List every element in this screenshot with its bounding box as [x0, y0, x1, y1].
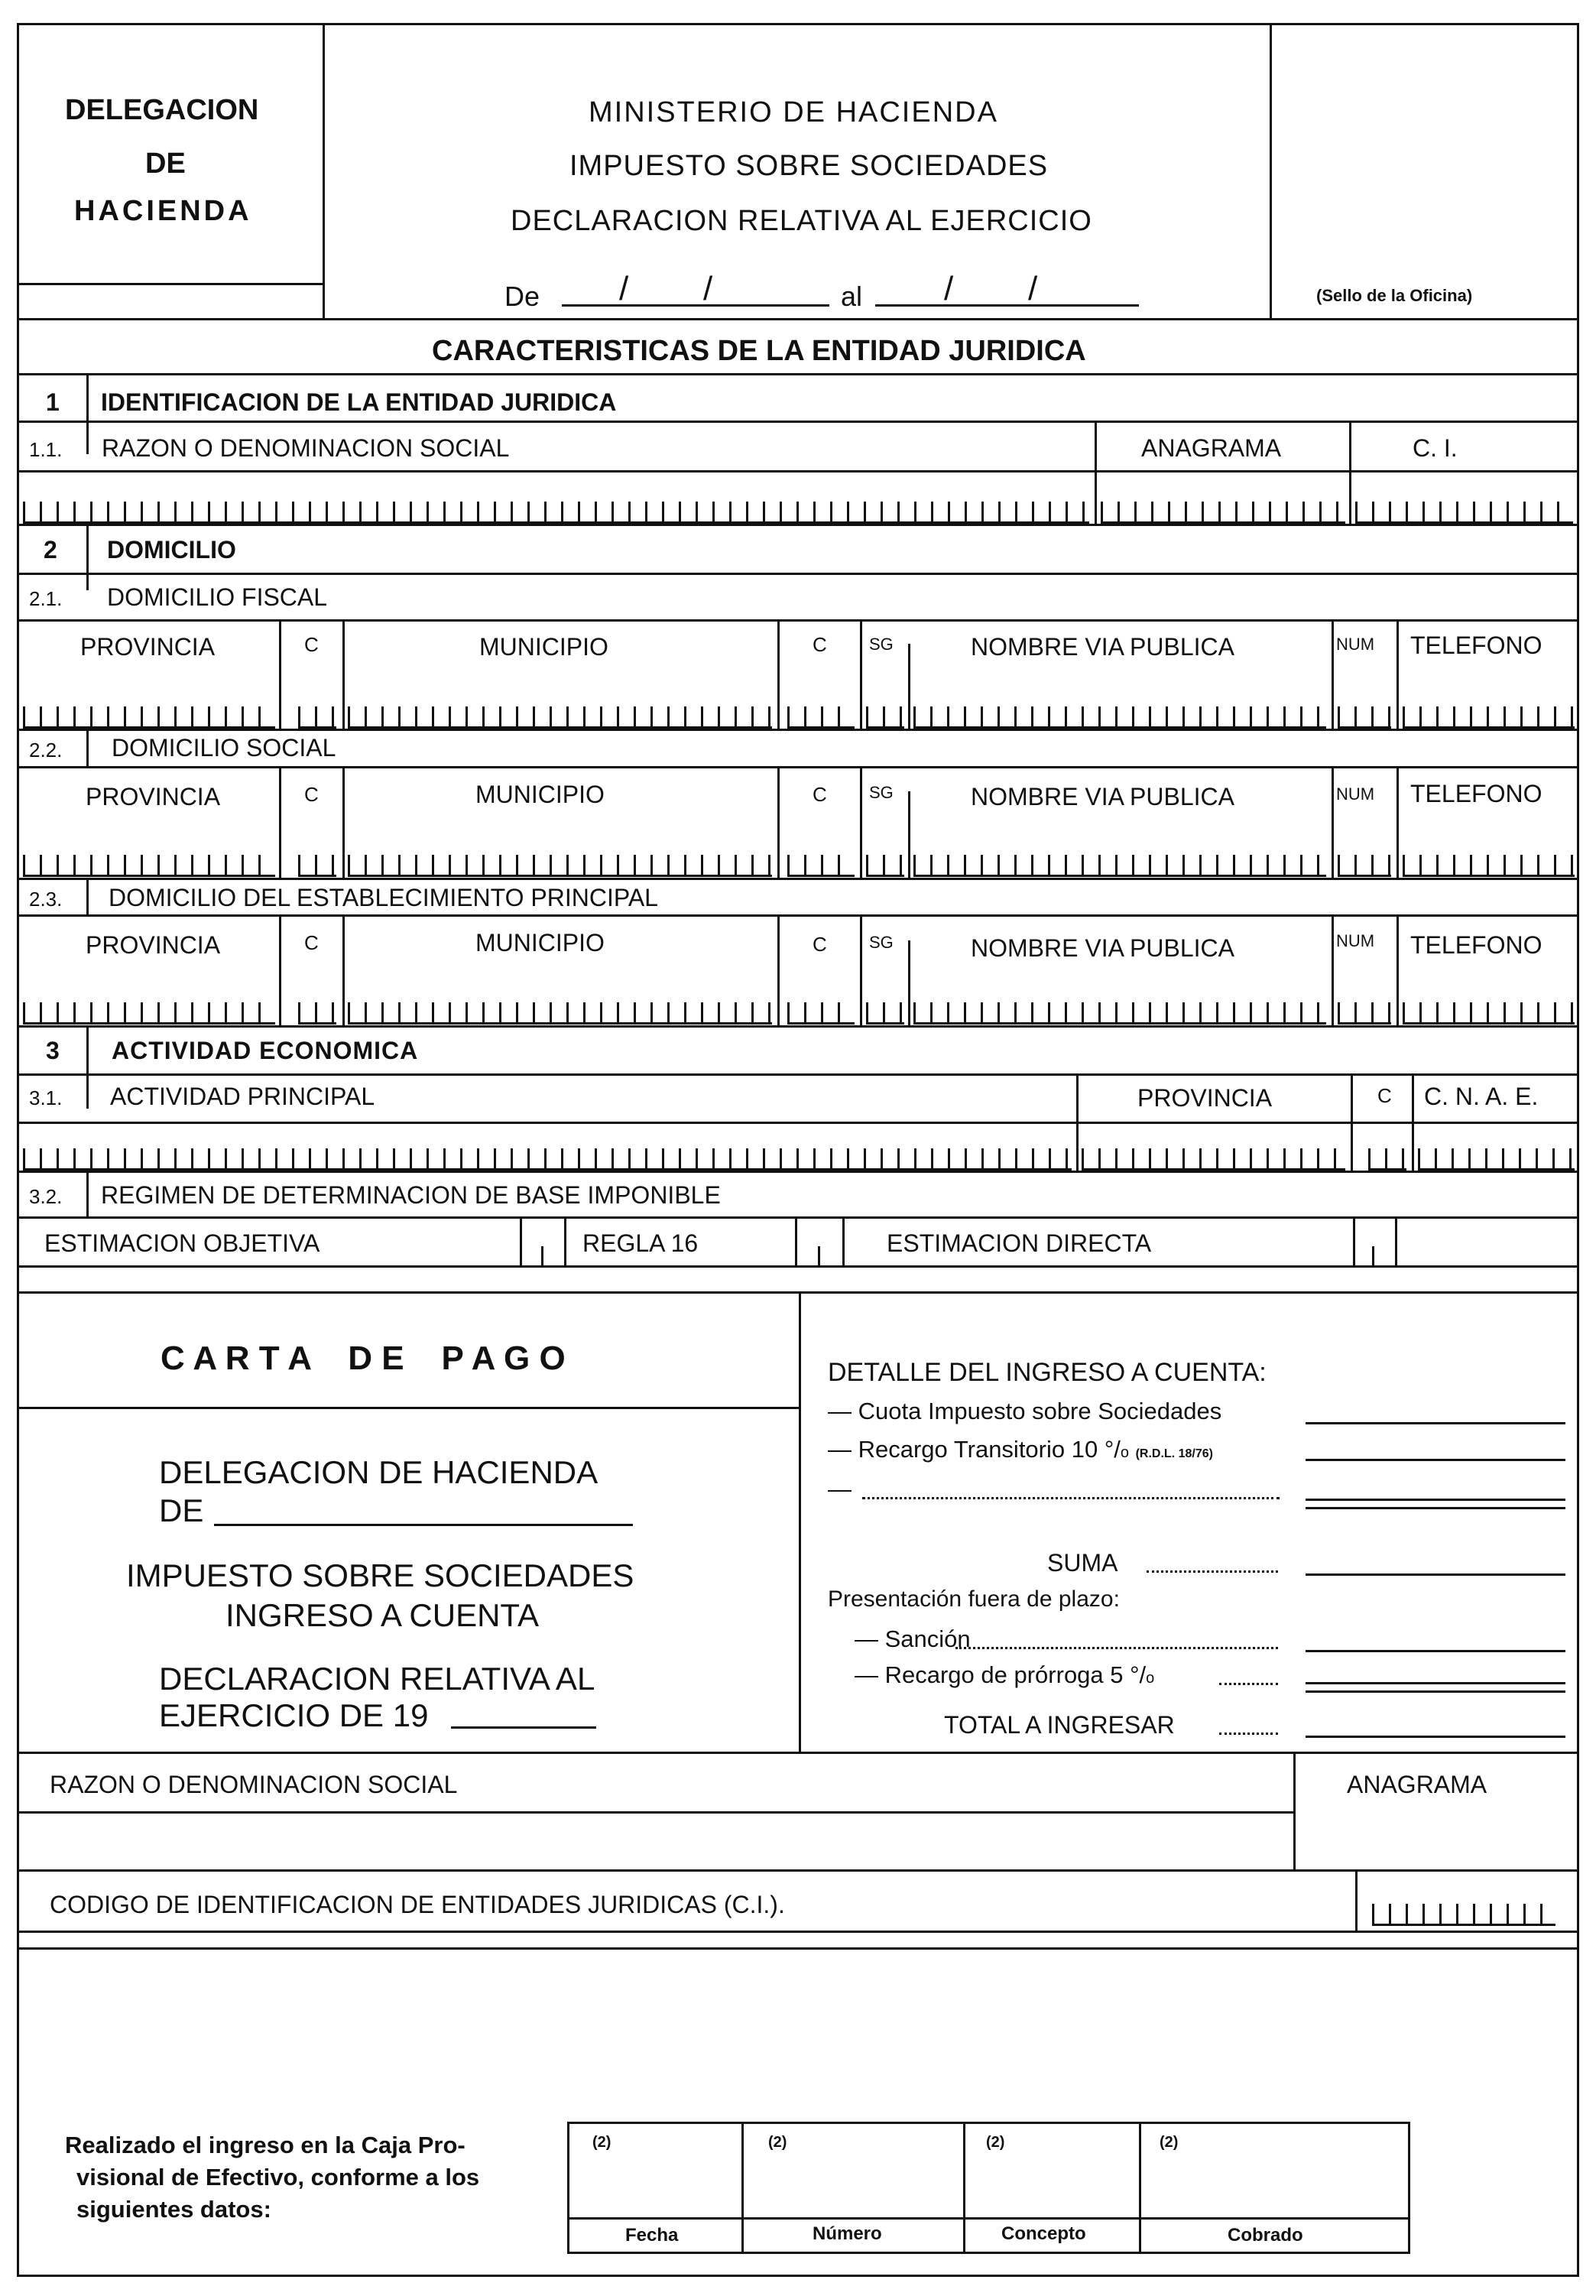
social-telefono: TELEFONO [1410, 780, 1542, 807]
estab-sg-tick [908, 940, 910, 1026]
payment-col-2 [963, 2122, 965, 2254]
fiscal-telefono: TELEFONO [1410, 632, 1542, 659]
cuota-label: — Cuota Impuesto sobre Sociedades [828, 1398, 1222, 1424]
social-sg: SG [869, 783, 894, 802]
social-comb-c1[interactable] [298, 855, 336, 877]
payment-col-3 [1139, 2122, 1141, 2254]
suma-field[interactable] [1306, 1573, 1565, 1576]
section1-num: 1 [46, 388, 60, 416]
estab-label: DOMICILIO DEL ESTABLECIMIENTO PRINCIPAL [109, 884, 658, 911]
razon-comb[interactable] [23, 502, 1089, 524]
fiscal-sg-tick [908, 644, 910, 729]
bottom-anagrama-div [1293, 1752, 1296, 1870]
carta-deleg-2: DE [159, 1492, 204, 1528]
recargo-text: — Recargo Transitorio 10 °/ [828, 1436, 1121, 1463]
note-concepto: (2) [986, 2134, 1005, 2151]
estab-num: 2.3. [29, 888, 63, 911]
recargo-ref: (R.D.L. 18/76) [1135, 1447, 1213, 1460]
section2-title: DOMICILIO [107, 536, 236, 563]
suma-label: SUMA [1047, 1549, 1118, 1577]
social-label: DOMICILIO SOCIAL [112, 734, 336, 762]
rule-811 [17, 619, 1579, 622]
rule-1592 [17, 1216, 1579, 1219]
estab-municipio: MUNICIPIO [475, 929, 605, 956]
social-comb-sg[interactable] [866, 855, 904, 877]
directa-label: ESTIMACION DIRECTA [887, 1229, 1152, 1257]
social-comb-c2[interactable] [787, 855, 855, 877]
rule-2292 [17, 1752, 1579, 1754]
total-label: TOTAL A INGRESAR [944, 1711, 1175, 1739]
social-col-6 [1396, 766, 1399, 878]
fuera-label: Presentación fuera de plazo: [828, 1586, 1120, 1612]
total-field[interactable] [1306, 1736, 1565, 1738]
fiscal-comb-sg[interactable] [866, 706, 904, 729]
carta-year-field[interactable] [451, 1726, 596, 1729]
estab-col-5 [1332, 914, 1334, 1026]
estab-col-2 [342, 914, 345, 1026]
estab-comb-municipio[interactable] [348, 1002, 772, 1025]
act-cnae: C. N. A. E. [1424, 1083, 1539, 1110]
total-dots [1219, 1733, 1278, 1735]
declaration-title: DECLARACION RELATIVA AL EJERCICIO [511, 205, 1092, 237]
fiscal-comb-num[interactable] [1338, 706, 1391, 729]
estab-c2: C [813, 933, 827, 956]
rule-1532 [17, 1171, 1579, 1173]
rule-1342 [17, 1025, 1579, 1028]
act-provincia-comb[interactable] [1082, 1148, 1345, 1171]
rule-1656 [17, 1265, 1579, 1268]
header-rule [17, 283, 323, 285]
rule-2446 [17, 1869, 1579, 1872]
col-concepto: Concepto [1001, 2223, 1086, 2244]
estab-comb-c2[interactable] [787, 1002, 855, 1025]
sancion-dots [955, 1647, 1278, 1649]
date-to-label: al [841, 281, 863, 312]
estab-col-1 [279, 914, 281, 1026]
date-from-label: De [504, 281, 540, 312]
recargo-field[interactable] [1306, 1459, 1565, 1461]
anagrama-label: ANAGRAMA [1141, 434, 1282, 462]
prorroga-o: o [1146, 1670, 1155, 1687]
social-comb-via[interactable] [913, 855, 1326, 877]
estab-comb-num[interactable] [1338, 1002, 1391, 1025]
directa-checkbox[interactable] [1372, 1246, 1374, 1266]
social-c2: C [813, 783, 827, 806]
sancion-label: — Sanción [855, 1625, 971, 1652]
fiscal-comb-municipio[interactable] [348, 706, 772, 729]
office-line-3: HACIENDA [74, 195, 252, 227]
objetiva-label: ESTIMACION OBJETIVA [44, 1229, 320, 1257]
dash-field[interactable] [1306, 1499, 1565, 1509]
rule-551 [17, 421, 1579, 423]
section1-title: IDENTIFICACION DE LA ENTIDAD JURIDICA [101, 388, 617, 416]
stamp-label: (Sello de la Oficina) [1316, 286, 1473, 305]
razon-label: RAZON O DENOMINACION SOCIAL [102, 434, 510, 462]
num-col-2 [86, 524, 89, 590]
fiscal-c2: C [813, 633, 827, 656]
social-col-1 [279, 766, 281, 878]
characteristics-title: CARACTERISTICAS DE LA ENTIDAD JURIDICA [432, 335, 1086, 367]
section3-title: ACTIVIDAD ECONOMICA [112, 1037, 419, 1064]
regla-box-l [795, 1216, 797, 1266]
rule-686 [17, 524, 1579, 526]
rule-954 [17, 729, 1579, 731]
fiscal-via: NOMBRE VIA PUBLICA [971, 633, 1234, 661]
prorroga-label [855, 1663, 1154, 1687]
estab-col-6 [1396, 914, 1399, 1026]
ci-div [1349, 421, 1351, 524]
act-provincia: PROVINCIA [1137, 1084, 1273, 1112]
directa-box-l [1353, 1216, 1355, 1266]
directa-box-r [1395, 1216, 1397, 1266]
date-to-slash-2: / [1028, 270, 1038, 307]
social-comb-telefono[interactable] [1403, 855, 1575, 877]
carta-divider [799, 1291, 801, 1752]
fiscal-num: 2.1. [29, 587, 63, 610]
dash-label: — [828, 1476, 852, 1502]
regimen-num: 3.2. [29, 1185, 63, 1208]
social-comb-num[interactable] [1338, 855, 1391, 877]
realizado-1: Realizado el ingreso en la Caja Pro- [65, 2132, 466, 2158]
tax-title: IMPUESTO SOBRE SOCIEDADES [569, 150, 1049, 182]
fiscal-comb-provincia[interactable] [23, 706, 275, 729]
rule-750 [17, 573, 1579, 575]
estab-comb-via[interactable] [913, 1002, 1326, 1025]
social-municipio: MUNICIPIO [475, 781, 605, 808]
date-from-field[interactable] [562, 304, 829, 307]
estab-c1: C [304, 931, 319, 954]
social-c1: C [304, 783, 319, 806]
date-from-slash-2: / [703, 270, 713, 307]
payment-col-1 [741, 2122, 744, 2254]
col-numero: Número [813, 2223, 882, 2244]
dash-dots [862, 1497, 1280, 1499]
fiscal-label: DOMICILIO FISCAL [107, 583, 328, 611]
rule-1003 [17, 766, 1579, 768]
regimen-num-col [86, 1171, 89, 1217]
realizado-2: visional de Efectivo, conforme a los [76, 2164, 480, 2190]
rule-1197 [17, 914, 1579, 917]
codigo-box-div [1355, 1869, 1358, 1931]
estab-num-label: NUM [1336, 931, 1375, 950]
estab-num-col [86, 878, 89, 915]
social-col-4 [860, 766, 862, 878]
date-to-slash-1: / [944, 270, 954, 307]
fiscal-col-5 [1332, 619, 1334, 729]
fiscal-sg: SG [869, 635, 894, 654]
col-cobrado: Cobrado [1228, 2225, 1303, 2246]
social-col-3 [777, 766, 780, 878]
regimen-label: REGIMEN DE DETERMINACION DE BASE IMPONIBLE [101, 1181, 721, 1209]
note-numero: (2) [768, 2134, 787, 2151]
estab-col-3 [777, 914, 780, 1026]
payment-table-rule [567, 2217, 1410, 2220]
estab-comb-c1[interactable] [298, 1002, 336, 1025]
social-num: 2.2. [29, 739, 63, 762]
obj-box-l [520, 1216, 522, 1266]
date-from-slash-1: / [619, 270, 629, 307]
rule-2370 [17, 1811, 1293, 1814]
codigo-comb[interactable] [1372, 1904, 1555, 1926]
obj-box-r [564, 1216, 566, 1266]
regla-checkbox[interactable] [818, 1246, 820, 1266]
estab-via: NOMBRE VIA PUBLICA [971, 934, 1234, 962]
fiscal-comb-c1[interactable] [298, 706, 336, 729]
social-sg-tick [908, 791, 910, 878]
sancion-field[interactable] [1306, 1650, 1565, 1652]
prorroga-field[interactable] [1306, 1682, 1565, 1693]
num-col-3 [86, 1025, 89, 1109]
rule-1405 [17, 1073, 1579, 1076]
section3-num: 3 [46, 1037, 60, 1064]
fiscal-num-label: NUM [1336, 635, 1375, 654]
suma-dots [1147, 1570, 1278, 1573]
fiscal-col-1 [279, 619, 281, 729]
bottom-razon: RAZON O DENOMINACION SOCIAL [50, 1771, 458, 1798]
ci-label: C. I. [1413, 434, 1458, 462]
header-divider-left [323, 23, 325, 319]
carta-impuesto-1: IMPUESTO SOBRE SOCIEDADES [126, 1557, 634, 1593]
social-num-col [86, 729, 89, 767]
fiscal-provincia: PROVINCIA [80, 633, 216, 661]
social-via: NOMBRE VIA PUBLICA [971, 783, 1234, 810]
cuota-field[interactable] [1306, 1422, 1565, 1424]
carta-deleg-field[interactable] [214, 1524, 633, 1526]
fiscal-comb-telefono[interactable] [1403, 706, 1575, 729]
carta-title: C A R T A D E P A G O [161, 1340, 566, 1377]
header-bottom [17, 318, 1579, 320]
recargo-o: o [1120, 1444, 1129, 1461]
rule-2526 [17, 1931, 1579, 1933]
num-col-1 [86, 373, 89, 454]
social-comb-municipio[interactable] [348, 855, 772, 877]
carta-deleg-1: DELEGACION DE HACIENDA [159, 1454, 598, 1490]
prorroga-text: — Recargo de prórroga 5 °/ [855, 1661, 1147, 1688]
social-provincia: PROVINCIA [86, 783, 221, 810]
fiscal-col-2 [342, 619, 345, 729]
prorroga-dots [1219, 1683, 1278, 1685]
date-to-field[interactable] [875, 304, 1139, 307]
act-cnae-comb[interactable] [1418, 1148, 1575, 1171]
objetiva-checkbox[interactable] [541, 1246, 543, 1266]
fiscal-col-3 [777, 619, 780, 729]
carta-impuesto-2: INGRESO A CUENTA [225, 1597, 539, 1633]
bottom-anagrama: ANAGRAMA [1347, 1771, 1487, 1798]
note-fecha: (2) [592, 2134, 611, 2151]
fiscal-comb-via[interactable] [913, 706, 1326, 729]
realizado-3: siguientes datos: [76, 2196, 271, 2223]
regla-box-r [842, 1216, 845, 1266]
recargo-label [828, 1437, 1213, 1461]
estab-comb-telefono[interactable] [1403, 1002, 1575, 1025]
ci-comb[interactable] [1355, 502, 1573, 524]
rule-616 [17, 470, 1579, 473]
carta-title-rule [17, 1407, 799, 1409]
fiscal-col-6 [1396, 619, 1399, 729]
rule-2548 [17, 1947, 1579, 1950]
fiscal-col-4 [860, 619, 862, 729]
estab-comb-provincia[interactable] [23, 1002, 275, 1025]
estab-provincia: PROVINCIA [86, 931, 221, 959]
actividad-num: 3.1. [29, 1086, 63, 1109]
estab-telefono: TELEFONO [1410, 931, 1542, 959]
rule-489 [17, 373, 1579, 375]
actividad-comb[interactable] [23, 1148, 1072, 1171]
act-c-comb[interactable] [1368, 1148, 1406, 1171]
act-c: C [1377, 1084, 1392, 1107]
fiscal-municipio: MUNICIPIO [479, 633, 608, 661]
social-col-2 [342, 766, 345, 878]
estab-comb-sg[interactable] [866, 1002, 904, 1025]
carta-decl-1: DECLARACION RELATIVA AL [159, 1661, 595, 1697]
header-divider-right [1270, 23, 1272, 319]
rule-1468 [17, 1122, 1579, 1124]
fiscal-comb-c2[interactable] [787, 706, 855, 729]
rule-1149 [17, 878, 1579, 880]
estab-sg: SG [869, 933, 894, 952]
section1-subnum: 1.1. [29, 438, 63, 461]
actividad-label: ACTIVIDAD PRINCIPAL [110, 1083, 375, 1110]
note-cobrado: (2) [1160, 2134, 1179, 2151]
social-num-label: NUM [1336, 784, 1375, 804]
anagrama-div [1095, 421, 1097, 524]
office-line-1: DELEGACION [65, 94, 259, 126]
section2-num: 2 [44, 536, 57, 563]
col-fecha: Fecha [625, 2225, 679, 2246]
office-line-2: DE [145, 148, 186, 180]
carta-decl-2: EJERCICIO DE 19 [159, 1697, 429, 1733]
anagrama-comb[interactable] [1101, 502, 1345, 524]
ministry-title: MINISTERIO DE HACIENDA [589, 96, 998, 128]
social-comb-provincia[interactable] [23, 855, 275, 877]
fiscal-c1: C [304, 633, 319, 656]
social-col-5 [1332, 766, 1334, 878]
estab-col-4 [860, 914, 862, 1026]
regla-label: REGLA 16 [582, 1229, 699, 1257]
rule-1690 [17, 1291, 1579, 1294]
codigo-label: CODIGO DE IDENTIFICACION DE ENTIDADES JURIDICAS (C.I.). [50, 1891, 785, 1918]
detalle-title: DETALLE DEL INGRESO A CUENTA: [828, 1358, 1267, 1387]
